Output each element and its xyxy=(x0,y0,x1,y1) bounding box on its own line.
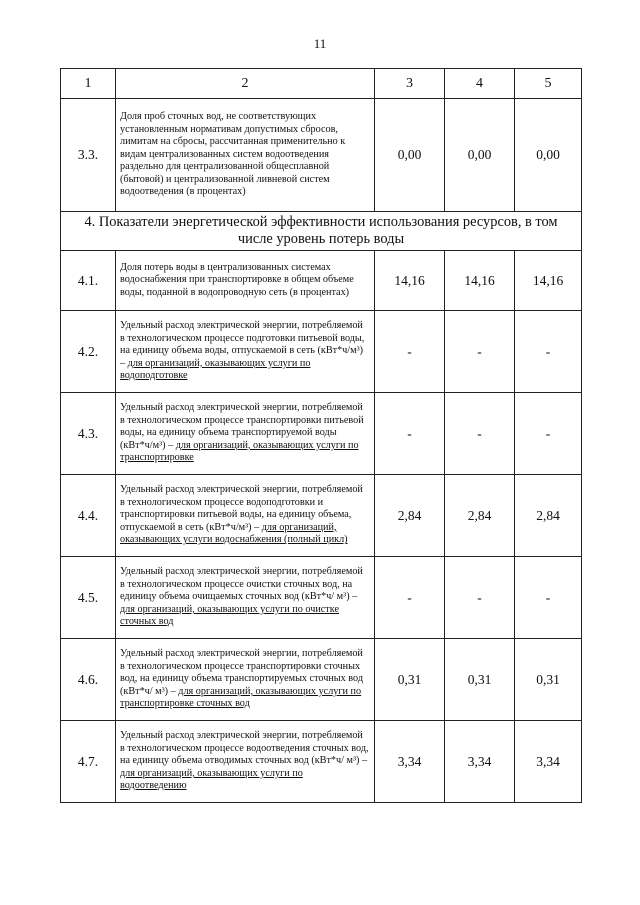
value-col-4: - xyxy=(445,557,515,639)
value-col-5: 14,16 xyxy=(515,251,582,311)
description-text: Удельный расход электрической энергии, потребляемой в технологическом процессе водоотведения сточных вод, на единицу объема отводимых сточных вод (кВт*ч/ м³) – xyxy=(120,730,369,767)
table-row xyxy=(61,557,582,639)
description-underlined: для организаций, оказывающих услуги по водоотведению xyxy=(120,767,303,792)
table-row xyxy=(61,251,582,311)
value-col-3: - xyxy=(375,311,445,393)
section-row xyxy=(61,212,582,251)
row-number: 4.5. xyxy=(61,557,116,639)
row-number: 4.7. xyxy=(61,721,116,803)
value-col-4: 0,31 xyxy=(445,639,515,721)
description-underlined: для организаций, оказывающих услуги по очистке сточных вод xyxy=(120,603,339,628)
header-row xyxy=(61,69,582,99)
value-col-4: - xyxy=(445,393,515,475)
row-description xyxy=(116,639,375,721)
value-col-5: - xyxy=(515,393,582,475)
value-col-5: 3,34 xyxy=(515,721,582,803)
row-number: 4.6. xyxy=(61,639,116,721)
section-title: 4. Показатели энергетической эффективности использования ресурсов, в том числе уровень потерь воды xyxy=(61,212,582,251)
row-number: 4.4. xyxy=(61,475,116,557)
value-col-3: - xyxy=(375,393,445,475)
value-col-3: 0,00 xyxy=(375,99,445,212)
value-col-4: 14,16 xyxy=(445,251,515,311)
header-cell-5: 5 xyxy=(515,69,582,99)
table-row xyxy=(61,311,582,393)
table-row xyxy=(61,393,582,475)
row-description xyxy=(116,393,375,475)
value-col-4: 0,00 xyxy=(445,99,515,212)
description-underlined: для организаций, оказывающих услуги водоснабжения (полный цикл) xyxy=(120,521,348,546)
header-cell-2: 2 xyxy=(116,69,375,99)
row-description xyxy=(116,721,375,803)
header-cell-3: 3 xyxy=(375,69,445,99)
row-description xyxy=(116,99,375,212)
value-col-3: 0,31 xyxy=(375,639,445,721)
description-text: Удельный расход электрической энергии, потребляемой в технологическом процессе подготовки питьевой воды, на единицу объема воды, отпускаемой в сеть (кВт*ч/м³) – xyxy=(120,320,365,369)
row-description xyxy=(116,557,375,639)
header-cell-4: 4 xyxy=(445,69,515,99)
value-col-5: 0,00 xyxy=(515,99,582,212)
description-text: Удельный расход электрической энергии, потребляемой в технологическом процессе очистки сточных вод, на единицу объема очищаемых сточных вод (кВт*ч/ м³) – xyxy=(120,566,363,603)
table-row xyxy=(61,475,582,557)
table-row xyxy=(61,639,582,721)
table-row xyxy=(61,99,582,212)
value-col-3: 3,34 xyxy=(375,721,445,803)
header-cell-1: 1 xyxy=(61,69,116,99)
description-underlined: для организаций, оказывающих услуги по водоподготовке xyxy=(120,357,311,382)
indicators-table xyxy=(60,68,582,803)
value-col-5: 2,84 xyxy=(515,475,582,557)
value-col-5: 0,31 xyxy=(515,639,582,721)
description-text: Удельный расход электрической энергии, потребляемой в технологическом процессе водоподготовки и транспортировки питьевой воды, на единицу объема, отпускаемой в сеть (кВт*ч/м³) – xyxy=(120,484,363,533)
row-number: 4.3. xyxy=(61,393,116,475)
value-col-5: - xyxy=(515,557,582,639)
value-col-4: 3,34 xyxy=(445,721,515,803)
table-row xyxy=(61,721,582,803)
value-col-3: 2,84 xyxy=(375,475,445,557)
description-underlined: для организаций, оказывающих услуги по транспортировке сточных вод xyxy=(120,685,362,710)
row-description xyxy=(116,251,375,311)
value-col-3: - xyxy=(375,557,445,639)
row-number: 4.2. xyxy=(61,311,116,393)
description-text: Доля потерь воды в централизованных системах водоснабжения при транспортировке в общем объеме воды, поданной в водопроводную сеть (в процентах) xyxy=(120,261,354,298)
description-text: Удельный расход электрической энергии, потребляемой в технологическом процессе транспортировки сточных вод, на единицу объема транспортируемых сточных вод (кВт*ч/ м³) – xyxy=(120,648,364,697)
row-number: 4.1. xyxy=(61,251,116,311)
description-underlined: для организаций, оказывающих услуги по транспортировке xyxy=(120,439,359,464)
value-col-5: - xyxy=(515,311,582,393)
value-col-3: 14,16 xyxy=(375,251,445,311)
value-col-4: - xyxy=(445,311,515,393)
description-text: Доля проб сточных вод, не соответствующих установленным нормативам допустимых сбросов, лимитам на сбросы, рассчитанная применительно к видам централизованных систем водоотведения раздельно для централизованной общесплавной (бытовой) и централизованной ливневой систем водоотведения (в процентах) xyxy=(120,110,346,198)
value-col-4: 2,84 xyxy=(445,475,515,557)
description-text: Удельный расход электрической энергии, потребляемой в технологическом процессе транспортировки питьевой воды, на единицу объема транспортируемой воды (кВт*ч/м³) – xyxy=(120,402,364,451)
row-number: 3.3. xyxy=(61,99,116,212)
row-description xyxy=(116,475,375,557)
page-number: 11 xyxy=(313,36,327,51)
row-description xyxy=(116,311,375,393)
